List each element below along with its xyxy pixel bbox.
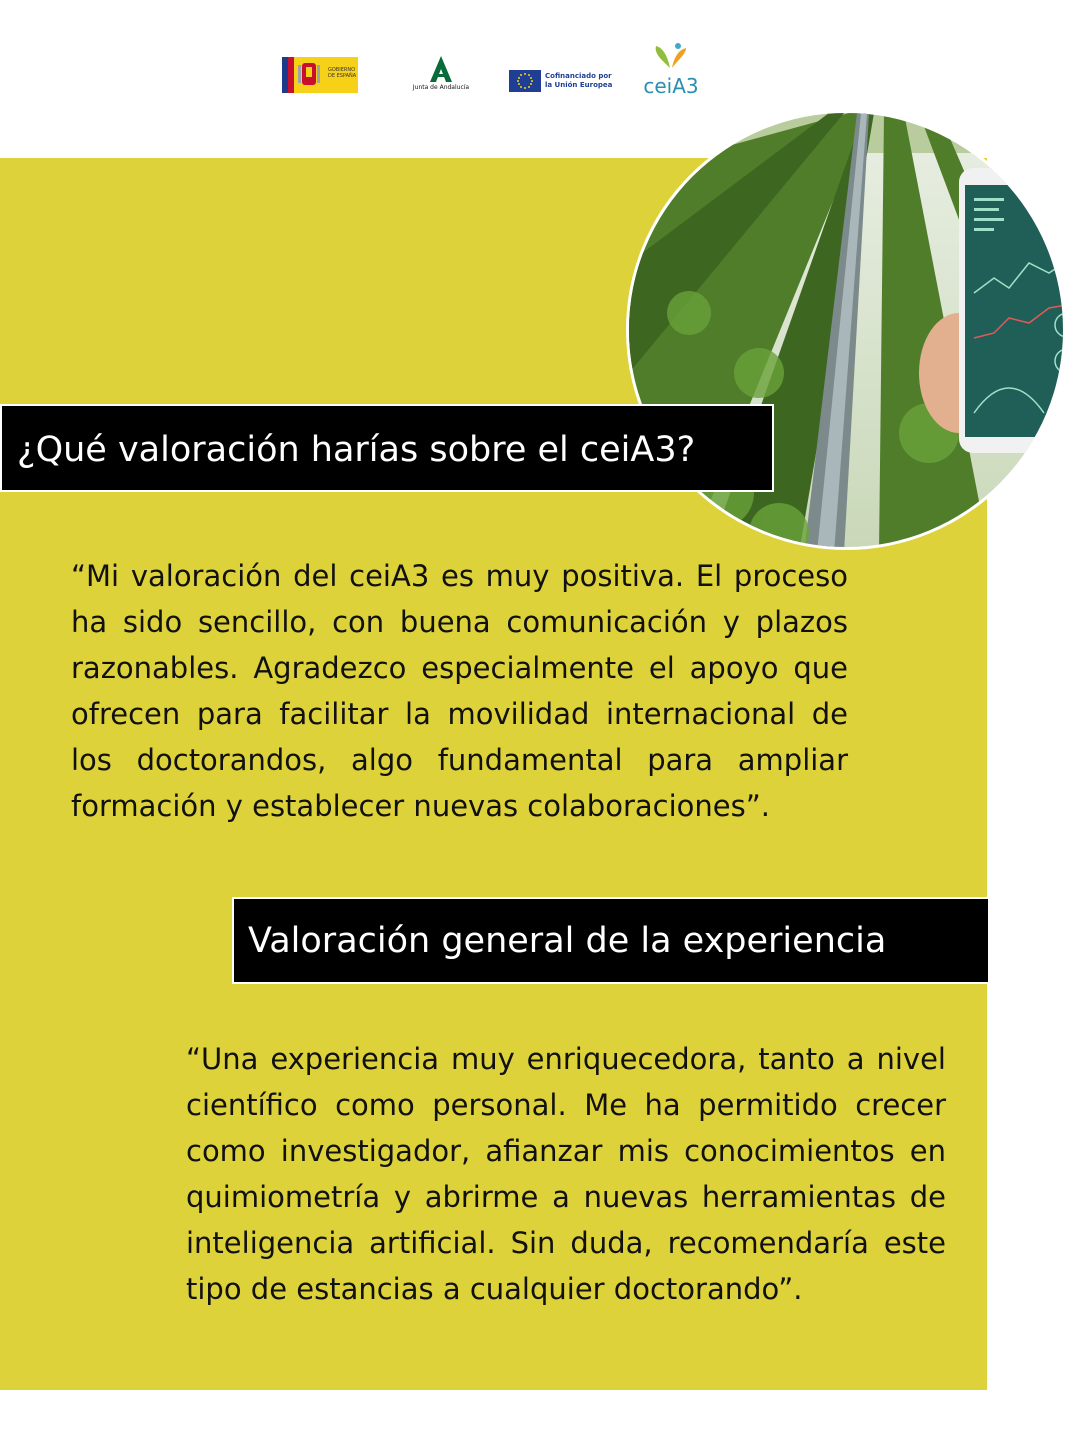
ceia3-logo-text: ceiA3 (643, 74, 699, 98)
section2-heading (234, 899, 988, 982)
section2-quote: “Una experiencia muy enriquecedora, tanto a nivel científico como personal. Me ha permitido crecer como investigador, afianzar mis conocimientos en quimiometría y abrirme a nuevas herramientas de inteligencia artificial. Sin duda, recomendaría este tipo de estancias a cualquier doctorando”. (186, 1042, 946, 1306)
gobierno-espana-logo (282, 57, 358, 93)
sponsor-logos (0, 38, 1080, 108)
eu-logo-text-1: Cofinanciado por (545, 72, 612, 80)
section1-heading (2, 406, 772, 490)
section2-heading-text: Valoración general de la experiencia (248, 921, 887, 961)
junta-andalucia-logo (406, 54, 476, 96)
section1-quote: “Mi valoración del ceiA3 es muy positiva. El proceso ha sido sencillo, con buena comunicación y plazos razonables. Agradezco especialmente el apoyo que ofrecen para facilitar la movilidad internacional de los doctorandos, algo fundamental para ampliar formación y establecer nuevas colaboraciones”. (71, 559, 848, 823)
junta-logo-text: Junta de Andalucía (412, 84, 470, 91)
eu-logo-text-2: la Unión Europea (545, 81, 613, 89)
eu-logo (509, 70, 613, 94)
ceia3-logo (634, 38, 708, 108)
section1-heading-text: ¿Qué valoración harías sobre el ceiA3? (17, 430, 696, 470)
gobierno-logo-text: GOBIERNO DE ESPAÑA (328, 67, 357, 79)
